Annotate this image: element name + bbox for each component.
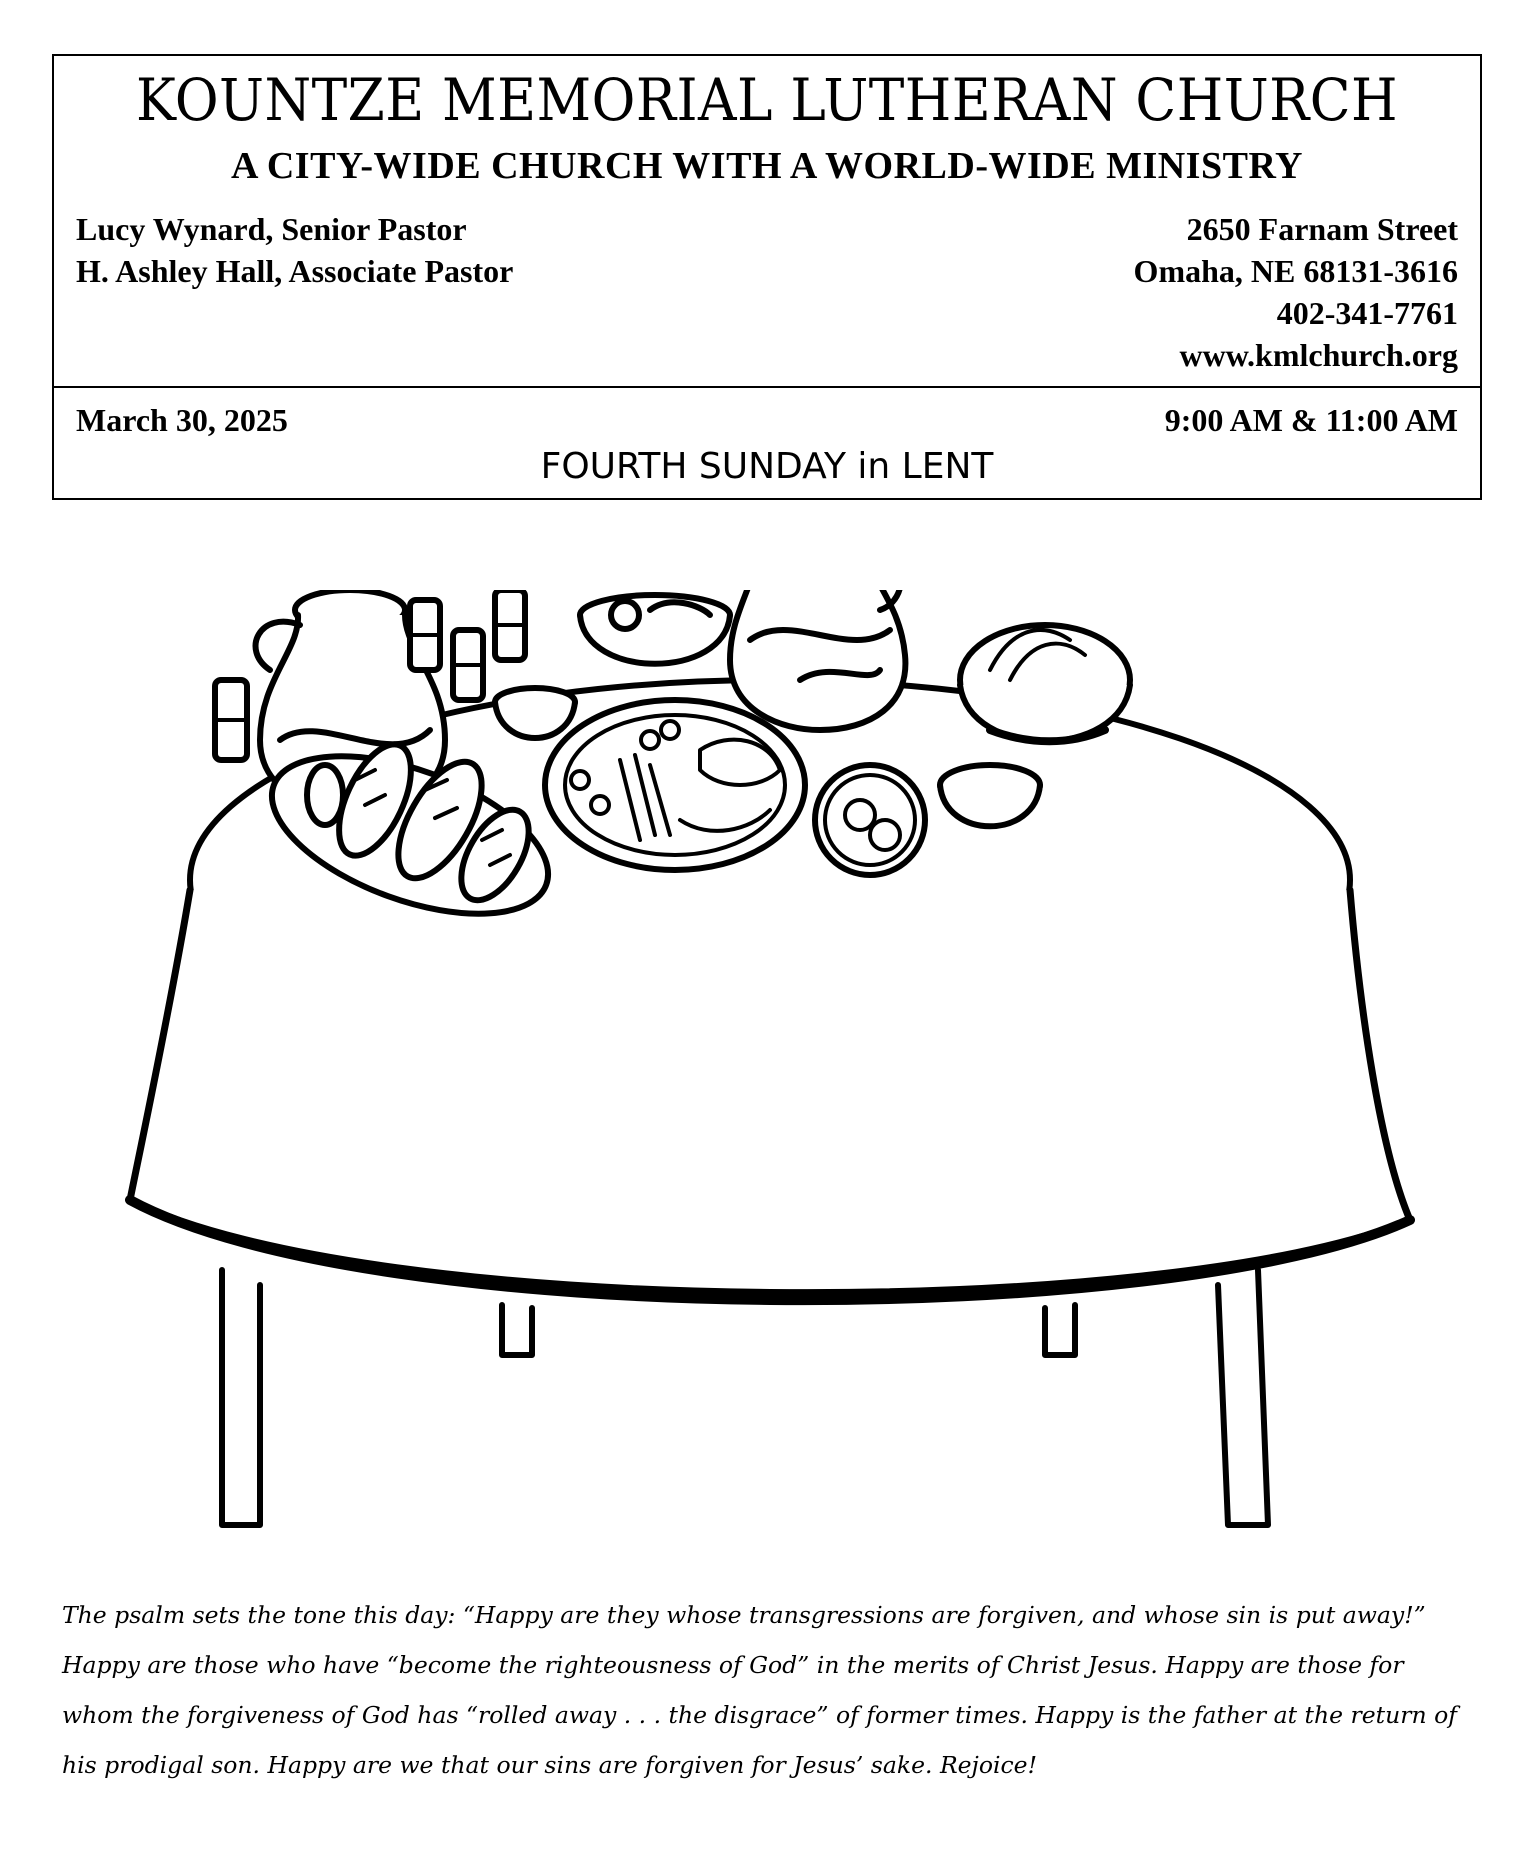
header-divider (54, 386, 1480, 388)
feast-table-illustration (110, 590, 1430, 1550)
bread-bowl (960, 625, 1130, 741)
bulletin-header (52, 54, 1482, 500)
tablecloth (130, 890, 1410, 1293)
street-address: 2650 Farnam Street (1186, 211, 1458, 247)
pastor-list (76, 208, 513, 292)
church-tagline: A CITY-WIDE CHURCH WITH A WORLD-WIDE MINISTRY (231, 145, 1303, 187)
church-address (1134, 208, 1458, 376)
city-state-zip: Omaha, NE 68131-3616 (1133, 253, 1458, 289)
small-bowl (495, 688, 575, 738)
church-name: KOUNTZE MEMORIAL LUTHERAN CHURCH (135, 66, 1399, 134)
associate-pastor: H. Ashley Hall, Associate Pastor (76, 253, 514, 289)
fruit-bowl (580, 595, 730, 664)
phone-number: 402-341-7761 (1276, 295, 1458, 331)
liturgical-day: FOURTH SUNDAY in LENT (540, 446, 994, 487)
senior-pastor: Lucy Wynard, Senior Pastor (76, 211, 467, 247)
website-link[interactable]: www.kmlchurch.org (1179, 337, 1458, 373)
table-leg-left (222, 1270, 260, 1525)
side-bowl (940, 765, 1040, 826)
egg-plate (815, 765, 925, 875)
service-times: 9:00 AM & 11:00 AM (1164, 402, 1458, 438)
right-pitcher (730, 590, 905, 730)
table-leg-right (1218, 1270, 1268, 1525)
intro-paragraph: The psalm sets the tone this day: “Happy are they whose transgressions are forgiven, and whose sin is put away!” Happy are those who have “become the righteousness of God” in the merits of Christ Jesus. Happy are those for whom the forgiveness of God has “rolled away . . . the disgrace” of former times. Happy is the father at the return of his prodigal son. Happy are we that our sins are forgiven for Jesus’ sake. Rejoice! (62, 1601, 1457, 1779)
service-date: March 30, 2025 (76, 402, 288, 438)
food-platter (545, 700, 805, 870)
